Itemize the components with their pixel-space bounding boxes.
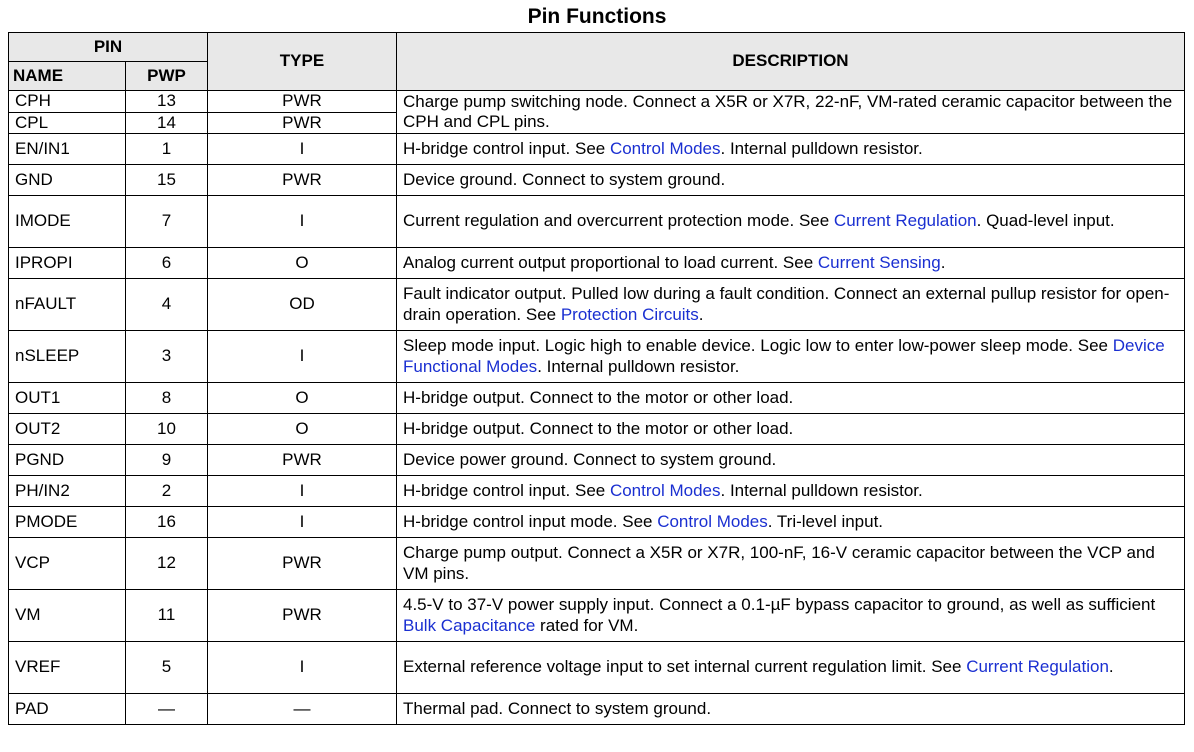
pin-description xyxy=(397,642,1185,694)
pin-type: O xyxy=(208,383,397,414)
table-row xyxy=(9,694,1185,725)
section-link[interactable]: Current Regulation xyxy=(966,657,1109,677)
description-text: Current regulation and overcurrent protection mode. See xyxy=(403,211,834,231)
pin-name: PGND xyxy=(9,445,126,476)
table-row xyxy=(9,538,1185,590)
table-row xyxy=(9,248,1185,279)
description-text: . xyxy=(1108,657,1114,677)
pin-functions-table xyxy=(8,32,1185,725)
pin-number: 15 xyxy=(126,165,208,196)
pin-number: 11 xyxy=(126,590,208,642)
pin-type: — xyxy=(208,694,397,725)
pin-description: H-bridge output. Connect to the motor or other load. xyxy=(397,414,1185,445)
table-row xyxy=(9,91,1185,113)
pin-name: OUT2 xyxy=(9,414,126,445)
table-row xyxy=(9,445,1185,476)
pin-name: OUT1 xyxy=(9,383,126,414)
table-row xyxy=(9,279,1185,331)
table-row xyxy=(9,590,1185,642)
table-row xyxy=(9,165,1185,196)
pin-description xyxy=(397,507,1185,538)
pin-description xyxy=(397,590,1185,642)
description-text: . Internal pulldown resistor. xyxy=(720,138,923,158)
pin-type: I xyxy=(208,196,397,248)
table-row xyxy=(9,476,1185,507)
description-text: . xyxy=(940,252,946,272)
pin-number: 12 xyxy=(126,538,208,590)
pin-description xyxy=(397,476,1185,507)
pin-type: I xyxy=(208,642,397,694)
pin-type: O xyxy=(208,248,397,279)
description-text: . Quad-level input. xyxy=(976,211,1115,231)
section-link[interactable]: Device Functional Modes xyxy=(403,336,1165,376)
section-link[interactable]: Control Modes xyxy=(657,511,768,531)
pin-number: 4 xyxy=(126,279,208,331)
section-link[interactable]: Control Modes xyxy=(609,138,721,158)
pin-description: Device power ground. Connect to system ground. xyxy=(397,445,1185,476)
pin-number: — xyxy=(126,694,208,725)
header-type: TYPE xyxy=(208,33,397,91)
pin-type: PWR xyxy=(208,590,397,642)
pin-name: VREF xyxy=(9,642,126,694)
pin-description xyxy=(397,134,1185,165)
pin-number: 9 xyxy=(126,445,208,476)
pin-description: Charge pump switching node. Connect a X5R or X7R, 22-nF, VM-rated ceramic capacitor between the CPH and CPL pins. xyxy=(397,91,1185,134)
section-link[interactable]: Current Sensing xyxy=(817,252,941,272)
pin-description xyxy=(397,196,1185,248)
description-text: Fault indicator output. Pulled low during a fault condition. Connect an external pullup resistor for open-drain operation. See xyxy=(403,284,1170,324)
pin-number: 8 xyxy=(126,383,208,414)
pin-name: PMODE xyxy=(9,507,126,538)
pin-name: VCP xyxy=(9,538,126,590)
description-text: Analog current output proportional to load current. See xyxy=(403,252,818,272)
section-link[interactable]: Current Regulation xyxy=(833,211,977,231)
pin-type: PWR xyxy=(208,538,397,590)
table-row xyxy=(9,642,1185,694)
section-link[interactable]: Protection Circuits xyxy=(560,304,699,324)
pin-name: EN/IN1 xyxy=(9,134,126,165)
pin-number: 3 xyxy=(126,331,208,383)
table-row xyxy=(9,331,1185,383)
pin-description: Device ground. Connect to system ground. xyxy=(397,165,1185,196)
pin-name: nFAULT xyxy=(9,279,126,331)
pin-type: OD xyxy=(208,279,397,331)
description-text: H-bridge control input. See xyxy=(403,480,610,500)
header-pin-group: PIN xyxy=(9,33,208,62)
pin-description xyxy=(397,331,1185,383)
description-text: . Internal pulldown resistor. xyxy=(537,356,740,376)
pin-name: CPH xyxy=(9,91,126,113)
pin-type: PWR xyxy=(208,112,397,134)
table-row xyxy=(9,134,1185,165)
pin-description: Charge pump output. Connect a X5R or X7R, 100-nF, 16-V ceramic capacitor between the VCP and VM pins. xyxy=(397,538,1185,590)
description-text: 4.5-V to 37-V power supply input. Connect a 0.1-µF bypass capacitor to ground, as well as sufficient xyxy=(403,595,1156,614)
page-title: Pin Functions xyxy=(527,5,667,28)
section-link[interactable]: Control Modes xyxy=(609,480,721,500)
table-row xyxy=(9,507,1185,538)
pin-type: PWR xyxy=(208,445,397,476)
description-text: . Tri-level input. xyxy=(767,511,884,531)
description-text: . Internal pulldown resistor. xyxy=(720,480,923,500)
section-link[interactable]: Bulk Capacitance xyxy=(403,615,536,635)
description-text: . xyxy=(698,304,704,324)
pin-name: PH/IN2 xyxy=(9,476,126,507)
pin-name: VM xyxy=(9,590,126,642)
pin-name: nSLEEP xyxy=(9,331,126,383)
header-name: NAME xyxy=(9,62,126,91)
pin-type: O xyxy=(208,414,397,445)
pin-number: 16 xyxy=(126,507,208,538)
table-row xyxy=(9,414,1185,445)
description-text: H-bridge control input. See xyxy=(403,138,610,158)
table-row xyxy=(9,383,1185,414)
pin-name: GND xyxy=(9,165,126,196)
pin-number: 7 xyxy=(126,196,208,248)
pin-number: 13 xyxy=(126,91,208,113)
pin-description xyxy=(397,248,1185,279)
pin-type: I xyxy=(208,134,397,165)
pin-type: I xyxy=(208,507,397,538)
pin-type: PWR xyxy=(208,165,397,196)
pin-description: Thermal pad. Connect to system ground. xyxy=(397,694,1185,725)
pin-name: PAD xyxy=(9,694,126,725)
description-text: rated for VM. xyxy=(535,615,639,635)
pin-number: 1 xyxy=(126,134,208,165)
pin-name: IMODE xyxy=(9,196,126,248)
pin-type: I xyxy=(208,476,397,507)
table-row xyxy=(9,196,1185,248)
pin-name: CPL xyxy=(9,112,126,134)
pin-number: 2 xyxy=(126,476,208,507)
pin-type: PWR xyxy=(208,91,397,113)
header-description: DESCRIPTION xyxy=(397,33,1185,91)
pin-description: H-bridge output. Connect to the motor or other load. xyxy=(397,383,1185,414)
pin-number: 6 xyxy=(126,248,208,279)
description-text: H-bridge control input mode. See xyxy=(403,511,658,531)
description-text: Sleep mode input. Logic high to enable device. Logic low to enter low-power sleep mode. See xyxy=(403,336,1113,355)
pin-number: 5 xyxy=(126,642,208,694)
pin-name: IPROPI xyxy=(9,248,126,279)
pin-number: 14 xyxy=(126,112,208,134)
description-text: External reference voltage input to set internal current regulation limit. See xyxy=(403,657,967,677)
pin-number: 10 xyxy=(126,414,208,445)
header-pwp: PWP xyxy=(126,62,208,91)
pin-type: I xyxy=(208,331,397,383)
pin-description xyxy=(397,279,1185,331)
